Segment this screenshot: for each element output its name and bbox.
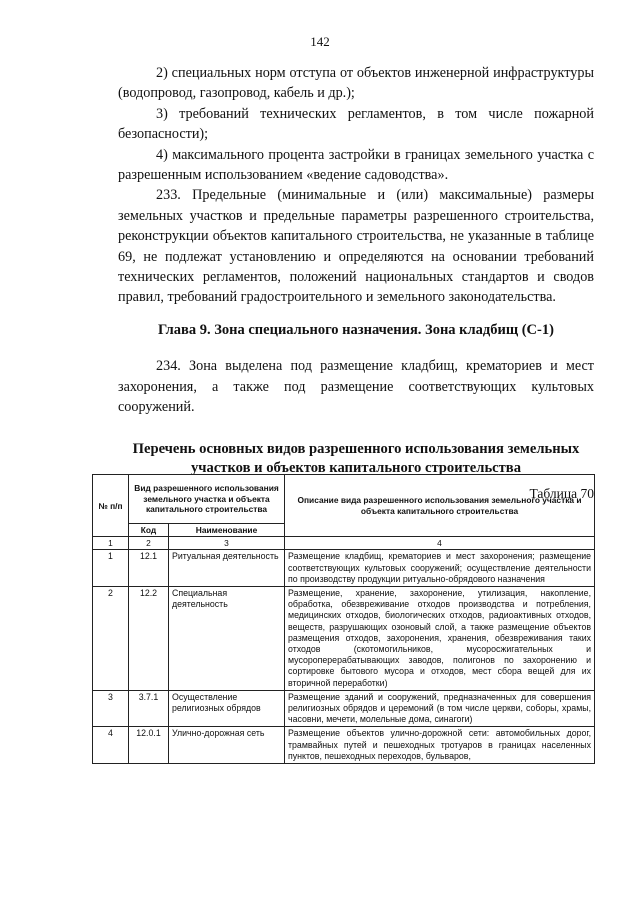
table-row [93, 690, 595, 727]
paragraph-233: 233. Предельные (минимальные и (или) максимальные) размеры земельных участков и предельные параметры разрешенного строительства, реконструкции объектов капитального строительства, не указанные в таблице 69, не подлежат установлению и определяются на основании требований технических регламентов, положений национальных стандартов и сводов правил, требований градостроительного и земельного законодательства. [118, 187, 594, 306]
column-number: 1 [93, 537, 129, 550]
column-number-row [93, 537, 595, 550]
row-name: Улично-дорожная сеть [169, 727, 285, 764]
paragraph-building-percent: 4) максимального процента застройки в границах земельного участка с разрешенным использованием «ведение садоводства». [118, 146, 594, 184]
row-num: 3 [93, 690, 129, 727]
row-desc: Размещение, хранение, захоронение, утилизация, накопление, обработка, обезвреживание отходов производства и потребления, медицинских отходов, биологических отходов, радиоактивных отходов, веществ, разрушающих озоновый слой, а также размещение объектов размещения отходов, захоронения, хранения, обезвреживания таких отходов (скотомогильников, мусоросжигательных и мусороперерабатывающих заводов, полигонов по захоронению и сортировке бытового мусора и отходов, мест сбора вещей для их вторичной переработки) [285, 587, 595, 691]
table-row [93, 550, 595, 587]
page-number: 142 [310, 34, 330, 49]
paragraph-norms: 2) специальных норм отступа от объектов инженерной инфраструктуры (водопровод, газопровод, кабель и др.); [118, 65, 594, 102]
row-name: Специальная деятельность [169, 587, 285, 691]
column-number: 4 [285, 537, 595, 550]
row-desc: Размещение кладбищ, крематориев и мест захоронения; размещение соответствующих культовых сооружений; осуществление деятельности по производству продукции ритуально-обрядового назначения [285, 550, 595, 587]
row-desc: Размещение объектов улично-дорожной сети: автомобильных дорог, трамвайных путей и пешеходных тротуаров в границах населенных пунктов, пешеходных переходов, бульваров, [285, 727, 595, 764]
header-desc: Описание вида разрешенного использования земельного участка и объекта капитального строительства [285, 475, 595, 537]
row-code: 3.7.1 [129, 690, 169, 727]
table-label: Таблица 70 [529, 485, 594, 501]
chapter-title: Глава 9. Зона специального назначения. Зона кладбищ (С-1) [158, 321, 554, 338]
paragraph-regulations: 3) требований технических регламентов, в том числе пожарной безопасности); [118, 105, 594, 143]
row-code: 12.0.1 [129, 727, 169, 764]
row-num: 4 [93, 727, 129, 764]
row-name: Ритуальная деятельность [169, 550, 285, 587]
row-code: 12.1 [129, 550, 169, 587]
header-kind: Вид разрешенного использования земельного участка и объекта капитального строительства [129, 475, 285, 524]
header-row-top [93, 475, 595, 524]
column-number: 2 [129, 537, 169, 550]
row-num: 2 [93, 587, 129, 691]
list-heading: Перечень основных видов разрешенного использования земельных участков и объектов капитального строительства [132, 440, 580, 476]
table-row [93, 587, 595, 691]
table-row [93, 727, 595, 764]
header-num: № п/п [93, 475, 129, 537]
row-code: 12.2 [129, 587, 169, 691]
body-text [118, 63, 594, 502]
permitted-use-table [92, 474, 595, 764]
row-num: 1 [93, 550, 129, 587]
header-name: Наименование [169, 524, 285, 537]
row-name: Осуществление религиозных обрядов [169, 690, 285, 727]
header-code: Код [129, 524, 169, 537]
row-desc: Размещение зданий и сооружений, предназначенных для совершения религиозных обрядов и церемоний (в том числе церкви, соборы, храмы, часовни, мечети, молельные дома, синагоги) [285, 690, 595, 727]
paragraph-234: 234. Зона выделена под размещение кладбищ, крематориев и мест захоронения, а также под размещение соответствующих культовых сооружений. [118, 358, 594, 416]
column-number: 3 [169, 537, 285, 550]
